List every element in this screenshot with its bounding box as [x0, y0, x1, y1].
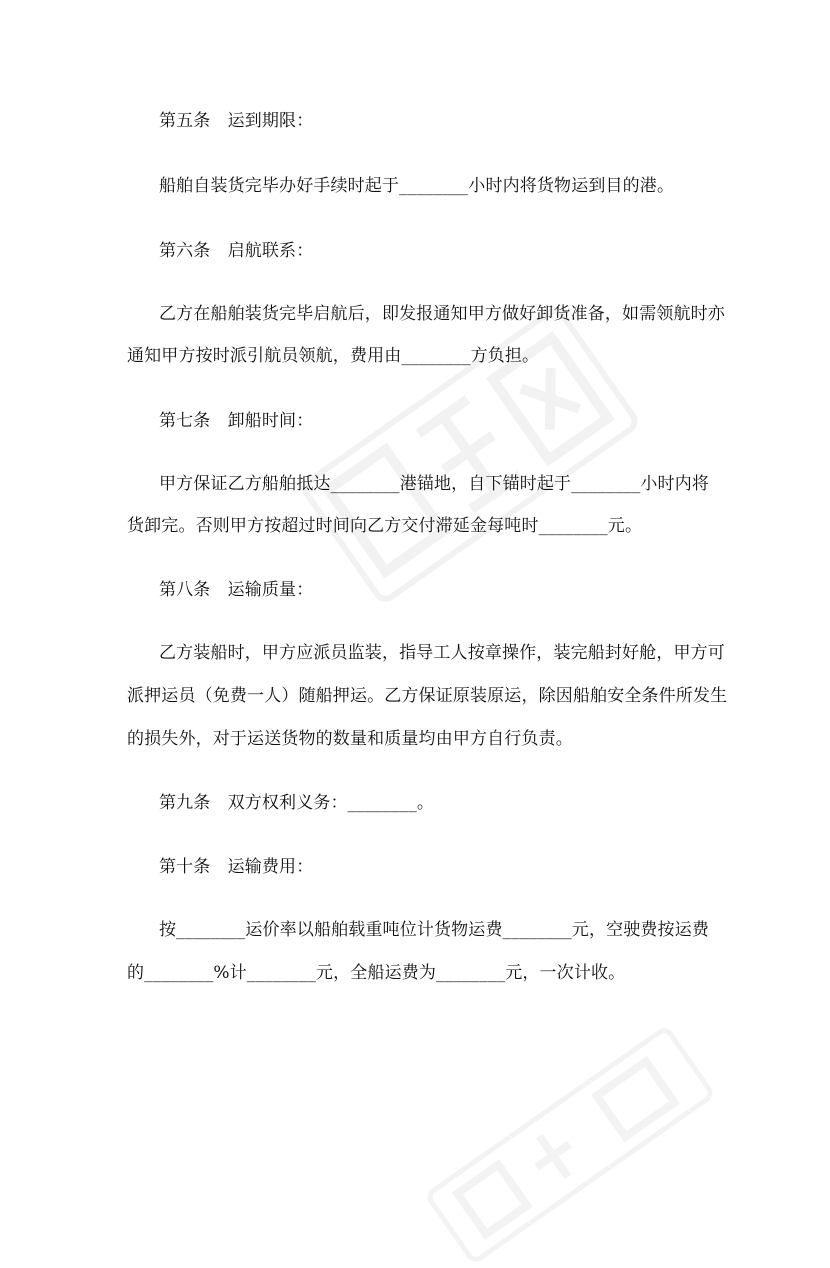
article-6-paragraph-line-1: 乙方在船舶装货完毕启航后，即发报通知甲方做好卸货准备，如需领航时亦 — [159, 304, 725, 324]
article-10-paragraph-line-2: 的________%计________元，全船运费为________元，一次计收。 — [127, 963, 626, 983]
article-7-paragraph-line-1: 甲方保证乙方船舶抵达________港锚地，自下锚时起于________小时内将 — [159, 474, 709, 494]
article-10-paragraph-line-1: 按________运价率以船舶载重吨位计货物运费________元，空驶费按运费 — [159, 920, 709, 940]
article-8-heading: 第八条 运输质量： — [159, 580, 314, 600]
article-6-heading: 第六条 启航联系： — [159, 241, 314, 261]
article-8-paragraph-line-2: 派押运员（免费一人）随船押运。乙方保证原装原运，除因船舶安全条件所发生 — [127, 686, 728, 706]
article-5-paragraph: 船舶自装货完毕办好手续时起于________小时内将货物运到目的港。 — [159, 176, 675, 196]
article-7-heading: 第七条 卸船时间： — [159, 411, 314, 431]
article-7-paragraph-line-2: 货卸完。否则甲方按超过时间向乙方交付滞延金每吨时________元。 — [127, 516, 643, 536]
watermark-logo-bottom — [421, 1022, 718, 1268]
article-6-paragraph-line-2: 通知甲方按时派引航员领航，费用由________方负担。 — [127, 346, 540, 366]
article-9-heading: 第九条 双方权利义务：________。 — [159, 793, 434, 813]
article-5-heading: 第五条 运到期限： — [159, 111, 314, 131]
article-8-paragraph-line-1: 乙方装船时，甲方应派员监装，指导工人按章操作，装完船封好舱，甲方可 — [159, 643, 725, 663]
watermark-graphic-bottom — [421, 1022, 718, 1268]
article-10-heading: 第十条 运输费用： — [159, 857, 314, 877]
article-8-paragraph-line-3: 的损失外，对于运送货物的数量和质量均由甲方自行负责。 — [127, 729, 573, 749]
